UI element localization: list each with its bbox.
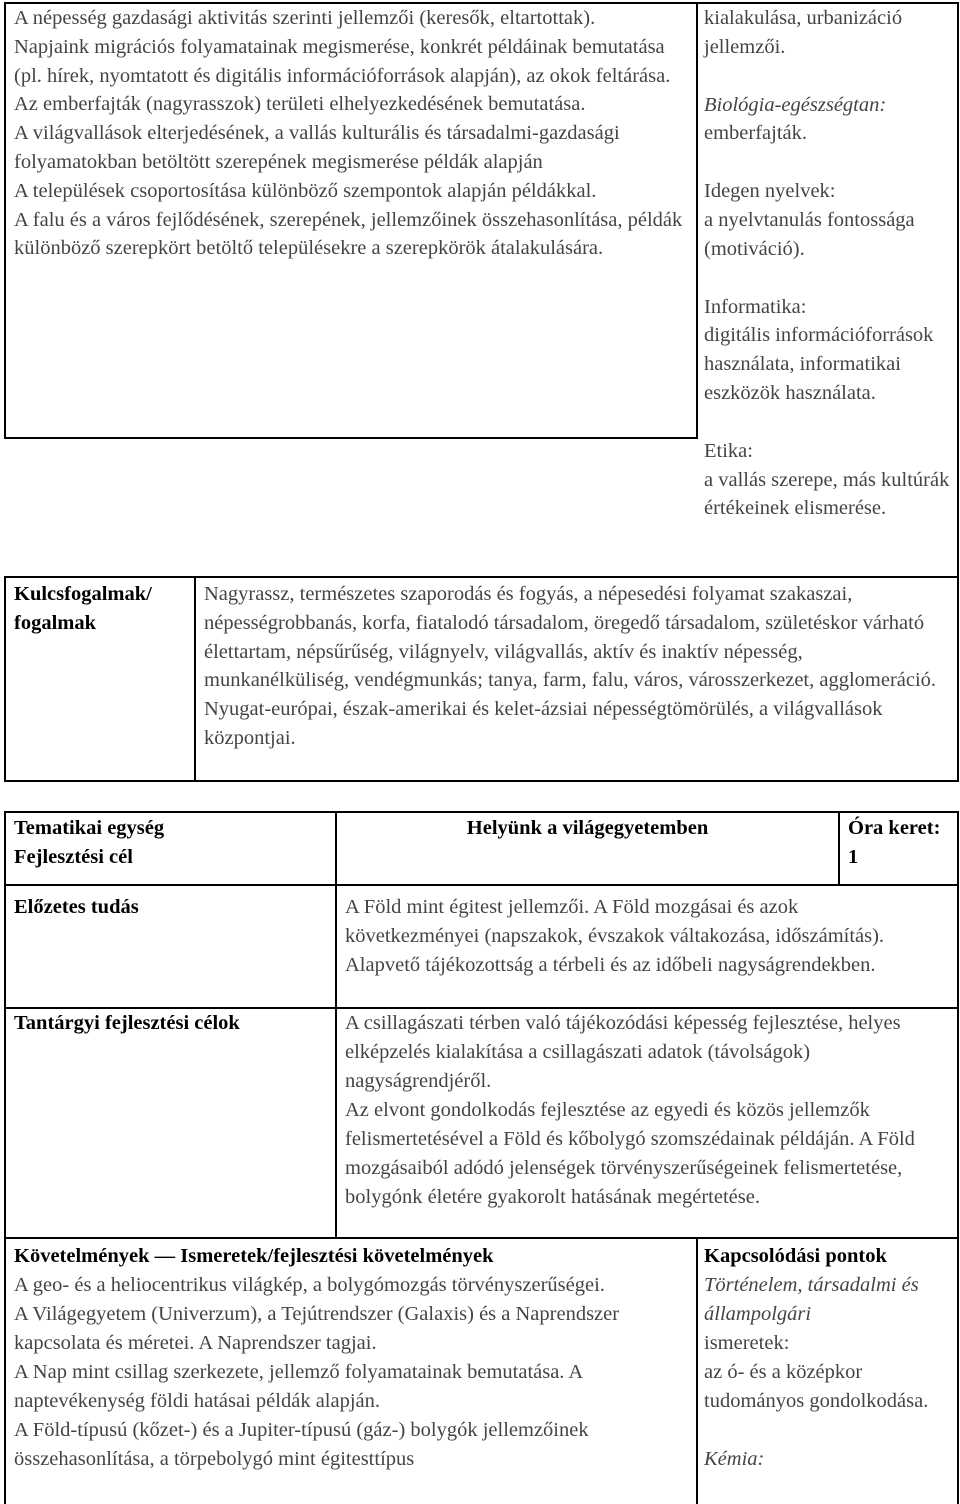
unit-title: Helyünk a világegyetemben [466, 817, 709, 839]
rule [957, 811, 959, 1504]
connection-subject: Biológia-egészségtan: [704, 93, 887, 116]
development-goals-label: Tantárgyi fejlesztési célok [14, 1012, 240, 1034]
rule [957, 576, 959, 782]
hours-label: Óra keret: 1 [848, 817, 941, 868]
unit-label: Tematikai egység Fejlesztési cél [14, 817, 165, 868]
connection-subject: Történelem, társadalmi és állampolgári [704, 1274, 919, 1325]
requirement-item: A Föld-típusú (kőzet-) és a Jupiter-típusú (gáz-) bolygók jellemzőinek összehasonlítása, a törpebolygó mint égitesttípus [14, 1419, 589, 1470]
rule [4, 2, 6, 439]
connection-text: a vallás szerepe, más kultúrák értékeinek elismerése. [704, 468, 950, 520]
connection-text: emberfajták. [704, 122, 808, 145]
prior-knowledge-text: A Föld mint égitest jellemzői. A Föld mozgásai és azok következményei (napszakok, évszakok váltakozása, időszámítás). Alapvető tájékozottság a térbeli és az időbeli nagyságrendekben. [345, 896, 885, 976]
development-goals-text: A csillagászati térben való tájékozódási képesség fejlesztése, helyes elképzelés kialakítása a csillagászati adatok (távolságok) nagyságrendjéről. Az elvont gondolkodás fejlesztése az egyedi és közös jellemzők felismertetésével a Föld és kőbolygó szomszédainak példáján. A Föld mozgásaiból adódó jelenségek törvényszerűségeinek felismertetése, bolygónk életére gyakorolt hatásának megértetése. [345, 1012, 915, 1208]
rule [4, 437, 698, 439]
connection-points-column [704, 4, 954, 523]
keywords-label: Kulcsfogalmak/ fogalmak [14, 583, 152, 634]
content-paragraph: A települések csoportosítása különböző szempontok alapján példákkal. [14, 179, 597, 202]
keywords-text: Nagyrassz, természetes szaporodás és fogyás, a népesedési folyamat szakaszai, népességrobbanás, korfa, fiatalodó társadalom, öregedő társadalom, születéskor várható élettartam, népsűrűség, világnyelv, világvallás, aktív és inaktív népesség, munkanélküliség, vendégmunkás; tanya, farm, falu, város, városszerkezet, agglomeráció. Nyugat-európai, észak-amerikai és kelet-ázsiai népességtömörülés, a világvallások központjai. [204, 583, 937, 749]
rule [4, 1237, 959, 1239]
connection-text: az ó- és a középkor tudományos gondolkodása. [704, 1361, 929, 1412]
rule [4, 780, 959, 782]
rule [4, 576, 6, 782]
content-paragraph: Napjaink migrációs folyamatainak megismerése, konkrét példáinak bemutatása (pl. hírek, nyomtatott és digitális információforrások alapján), az okok feltárása. [14, 35, 671, 87]
rule [4, 576, 959, 578]
rule [335, 811, 337, 1239]
content-paragraph: A falu és a város fejlődésének, szerepének, jellemzőinek összehasonlítása, példák különböző szerepkört betöltő településekre a szerepkörök átalakulására. [14, 208, 683, 260]
connection-text: digitális információforrások használata, informatikai eszközök használata. [704, 324, 934, 404]
rule [696, 1237, 698, 1504]
connection-points-list [704, 1271, 954, 1474]
connection-subject: Informatika: [704, 295, 807, 318]
requirements-list [14, 1271, 690, 1474]
connection-subject: Idegen nyelvek: [704, 180, 836, 203]
requirement-item: A Világegyetem (Univerzum), a Tejútrendszer (Galaxis) és a Naprendszer kapcsolata és méretei. A Naprendszer tagjai. [14, 1303, 620, 1354]
rule [696, 2, 698, 439]
rule [838, 811, 840, 885]
rule [4, 811, 6, 1504]
prior-knowledge-label: Előzetes tudás [14, 896, 139, 918]
development-content [14, 4, 690, 263]
rule [194, 576, 196, 782]
connection-subject: Etika: [704, 439, 753, 462]
requirements-header: Követelmények — Ismeretek/fejlesztési követelmények [14, 1245, 494, 1267]
connection-points-header: Kapcsolódási pontok [704, 1245, 887, 1267]
content-paragraph: A népesség gazdasági aktivitás szerinti jellemzői (keresők, eltartottak). [14, 7, 596, 29]
connection-intro: kialakulása, urbanizáció jellemzői. [704, 7, 903, 58]
rule [4, 884, 959, 886]
connection-subject: Kémia: [704, 1448, 765, 1470]
requirement-item: A geo- és a heliocentrikus világkép, a bolygómozgás törvényszerűségei. [14, 1274, 605, 1296]
rule [4, 811, 959, 813]
content-paragraph: Az emberfajták (nagyrasszok) területi elhelyezkedésének bemutatása. [14, 93, 586, 116]
connection-subject-tail: ismeretek: [704, 1332, 790, 1354]
rule [957, 2, 959, 578]
content-paragraph: A világvallások elterjedésének, a vallás kulturális és társadalmi-gazdasági folyamatokban betöltött szerepének megismerése példák alapján [14, 122, 620, 173]
connection-text: a nyelvtanulás fontossága (motiváció). [704, 208, 915, 260]
requirement-item: A Nap mint csillag szerkezete, jellemző folyamatainak bemutatása. A naptevékenység földi hatásai példák alapján. [14, 1361, 583, 1412]
